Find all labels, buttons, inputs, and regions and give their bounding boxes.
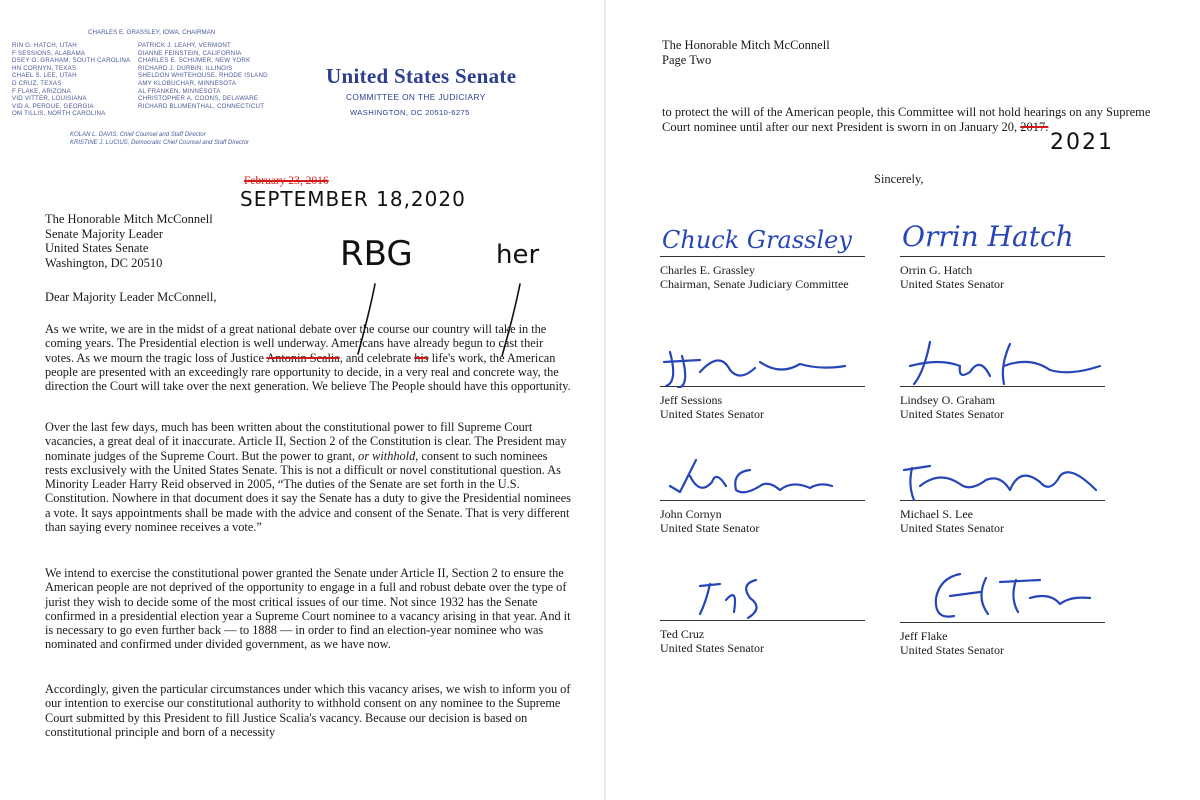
signature-line <box>900 500 1105 501</box>
signatory-name: John Cornyn <box>660 507 722 521</box>
senate-title: United States Senate <box>326 64 517 88</box>
struck-date: February 23, 2016 <box>244 175 329 187</box>
signature-flake-image <box>900 568 1105 624</box>
page-two-header <box>662 38 830 67</box>
signature-block-graham <box>900 336 1110 421</box>
closing-text: to protect the will of the American people, this Committee will not hold hearings on any Supreme Court nominee until after our next President is sworn in on January 20, <box>662 105 1151 134</box>
signature-line <box>900 256 1105 257</box>
sincerely: Sincerely, <box>874 172 924 186</box>
struck-his: his <box>414 350 429 365</box>
signature-line <box>660 256 865 257</box>
signature-grassley-text: Chuck Grassley <box>662 226 852 254</box>
signature-block-sessions <box>660 342 870 421</box>
salutation: Dear Majority Leader McConnell, <box>45 290 217 304</box>
signature-block-flake <box>900 568 1110 657</box>
signature-hatch-image <box>900 210 1105 258</box>
signatory-title: Chairman, Senate Judiciary Committee <box>660 277 849 291</box>
signatory-name: Ted Cruz <box>660 627 705 641</box>
signatory-name: Jeff Sessions <box>660 393 723 407</box>
signature-cornyn-image <box>660 456 865 502</box>
signature-graham-image <box>900 336 1105 388</box>
signatory-name: Charles E. Grassley <box>660 263 755 277</box>
signature-block-lee <box>900 456 1110 535</box>
signature-line <box>900 386 1105 387</box>
signatory-name: Lindsey O. Graham <box>900 393 995 407</box>
committee-address: WASHINGTON, DC 20510-6275 <box>350 108 470 117</box>
page-divider <box>604 0 606 800</box>
addressee-line: United States Senate <box>45 241 149 256</box>
signatory-title: United State Senator <box>660 521 760 535</box>
letterhead-minority-members: PATRICK J. LEAHY, VERMONT DIANNE FEINSTEIN, CALIFORNIA CHARLES E. SCHUMER, NEW YORK RICHARD J. DURBIN, ILLINOIS SHELDON WHITEHOUSE, RHODE ISLAND AMY KLOBUCHAR, MINNESOTA AL FRANKEN, MINNESOTA CHRISTOPHER A. COONS, DELAWARE RICHARD BLUMENTHAL, CONNECTICUT <box>138 42 268 110</box>
addressee-line: Washington, DC 20510 <box>45 255 163 270</box>
letterhead-chairman: CHARLES E. GRASSLEY, IOWA, CHAIRMAN <box>88 29 216 36</box>
addressee-line: The Honorable Mitch McConnell <box>45 212 213 226</box>
signature-hatch-text: Orrin Hatch <box>902 220 1074 253</box>
handwritten-her: her <box>496 240 540 270</box>
p2-text: Over the last few days, much has been written about the constitutional power to fill Supreme Court vacancies, a great deal of it inaccurate. Article II, Section 2 of the Constitution is clear. The President may nominate judges of the Supreme Court. But the power to grant, <box>45 420 567 463</box>
struck-year: 2017. <box>1020 119 1049 134</box>
signature-grassley-image <box>660 218 865 258</box>
letterhead-majority-members: RIN G. HATCH, UTAH F SESSIONS, ALABAMA DSEY O. GRAHAM, SOUTH CAROLINA HN CORNYN, TEXAS CHAEL S. LEE, UTAH D CRUZ, TEXAS F FLAKE, ARIZONA VID VITTER, LOUISIANA VID A. PERDUE, GEORGIA OM TILLIS, NORTH CAROLINA <box>12 42 131 118</box>
signature-block-hatch <box>900 210 1110 291</box>
paragraph-4: Accordingly, given the particular circumstances under which this vacancy arises, we wish to inform you of our intention to exercise our constitutional authority to withhold consent on any nominee to the Supreme Court submitted by this President to fill Justice Scalia's vacancy. Because our decision is based on constitutional principle and born of a necessity <box>45 682 571 739</box>
signatory-title: United States Senator <box>900 521 1004 535</box>
page-two-addressee: The Honorable Mitch McConnell <box>662 38 830 52</box>
signatory-title: United States Senator <box>900 277 1004 291</box>
signatory-name: Jeff Flake <box>900 629 948 643</box>
signatory-title: United States Senator <box>660 407 764 421</box>
p2-text-end: , consent to such nominees rests exclusively with the United States Senate. This is not a difficult or novel constitutional question. As Minority Leader Harry Reid observed in 2005, “The duties of the Senate are set forth in the U.S. Constitution. Nowhere in that document does it say the Senate has a duty to give the Presidential nominees a vote. It says appointments shall be made with the advice and consent of the Senate. That is very different than saying every nominee receives a vote.” <box>45 448 571 535</box>
addressee-block <box>45 212 213 270</box>
signature-lee-image <box>900 456 1105 502</box>
committee-name: COMMITTEE ON THE JUDICIARY <box>346 92 486 102</box>
paragraph-1 <box>45 322 573 393</box>
signatory-name: Orrin G. Hatch <box>900 263 973 277</box>
signature-sessions-image <box>660 342 865 388</box>
addressee-line: Senate Majority Leader <box>45 226 164 241</box>
signature-line <box>660 386 865 387</box>
struck-scalia: Antonin Scalia <box>266 350 340 365</box>
letter-page-two <box>612 0 1200 800</box>
handwritten-date: SEPTEMBER 18,2020 <box>240 187 466 211</box>
signature-line <box>900 622 1105 623</box>
signature-block-grassley <box>660 218 870 291</box>
signature-block-cornyn <box>660 456 870 535</box>
signatory-title: United States Senator <box>660 641 764 655</box>
letterhead-staff: KOLAN L. DAVIS, Chief Counsel and Staff Director KRISTINE J. LUCIUS, Democratic Chief Counsel and Staff Director <box>70 132 250 146</box>
signature-line <box>660 620 865 621</box>
signature-cruz-image <box>660 574 865 622</box>
p1-text-end: life's work, the American people are presented with an exceedingly rare opportunity to decide, in a very real and concrete way, the direction the Court will take over the next generation. We believe The People should have this opportunity. <box>45 350 571 394</box>
signatory-title: United States Senator <box>900 643 1004 657</box>
signatory-title: United States Senator <box>900 407 1004 421</box>
handwritten-rbg: RBG <box>340 234 413 274</box>
p1-text: As we write, we are in the midst of a great national debate over the course our country will take in the coming years. The Presidential election is well underway. Americans have already begun to cast their votes. As we mourn the tragic loss of Justice <box>45 322 547 365</box>
signature-block-cruz <box>660 574 870 655</box>
handwritten-year: 2021 <box>1050 130 1114 155</box>
paragraph-2 <box>45 420 573 534</box>
p1-text-mid: , and celebrate <box>339 350 415 365</box>
signature-line <box>660 500 865 501</box>
paragraph-3: We intend to exercise the constitutional power granted the Senate under Article II, Section 2 to ensure the American people are not deprived of the opportunity to engage in a full and robust debate over the type of jurist they wish to decide some of the most critical issues of our time. Not since 1932 has the Senate confirmed in a presidential election year a Supreme Court nominee to a vacancy arising in that year. And it is necessary to go even further back — to 1888 — in order to find an election-year nominee who was nominated and confirmed under divided government, as we have now. <box>45 566 571 652</box>
p2-italic: or withhold <box>358 448 416 463</box>
signatory-name: Michael S. Lee <box>900 507 973 521</box>
page-two-label: Page Two <box>662 52 712 67</box>
